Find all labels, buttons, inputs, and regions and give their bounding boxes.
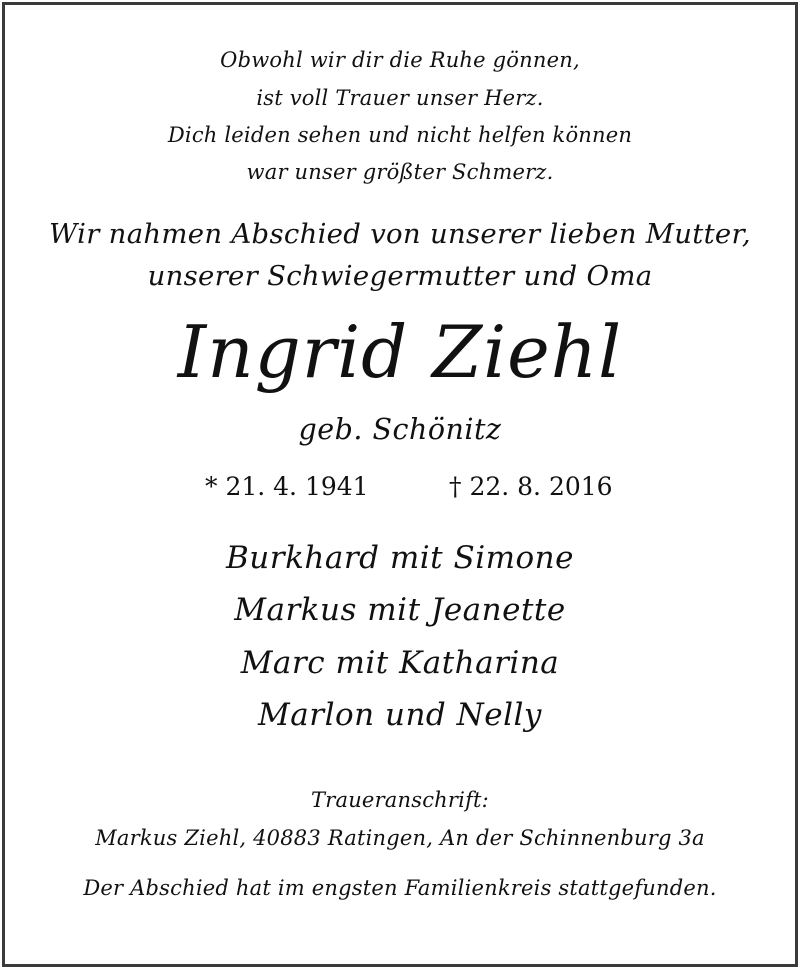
family-member: Marc mit Katharina: [240, 645, 560, 681]
family-member: Markus mit Jeanette: [234, 592, 566, 628]
poem-line: ist voll Trauer unser Herz.: [256, 86, 544, 110]
poem-line: war unser größter Schmerz.: [246, 160, 554, 184]
death-date: † 22. 8. 2016: [449, 472, 613, 501]
maiden-name: geb. Schönitz: [298, 413, 502, 446]
intro-line: Wir nahmen Abschied von unserer lieben Mutter,: [49, 218, 751, 250]
closing-note: Der Abschied hat im engsten Familienkreis stattgefunden.: [83, 876, 717, 900]
poem-line: Dich leiden sehen und nicht helfen können: [167, 123, 633, 147]
poem-line: Obwohl wir dir die Ruhe gönnen,: [220, 48, 580, 72]
family-member: Marlon und Nelly: [258, 697, 542, 733]
address-value: Markus Ziehl, 40883 Ratingen, An der Schinnenburg 3a: [95, 826, 705, 850]
intro-line: unserer Schwiegermutter und Oma: [147, 260, 653, 292]
address-label: Traueranschrift:: [311, 788, 489, 812]
deceased-name: Ingrid Ziehl: [177, 310, 623, 394]
birth-date: * 21. 4. 1941: [205, 472, 369, 501]
family-member: Burkhard mit Simone: [226, 540, 574, 576]
